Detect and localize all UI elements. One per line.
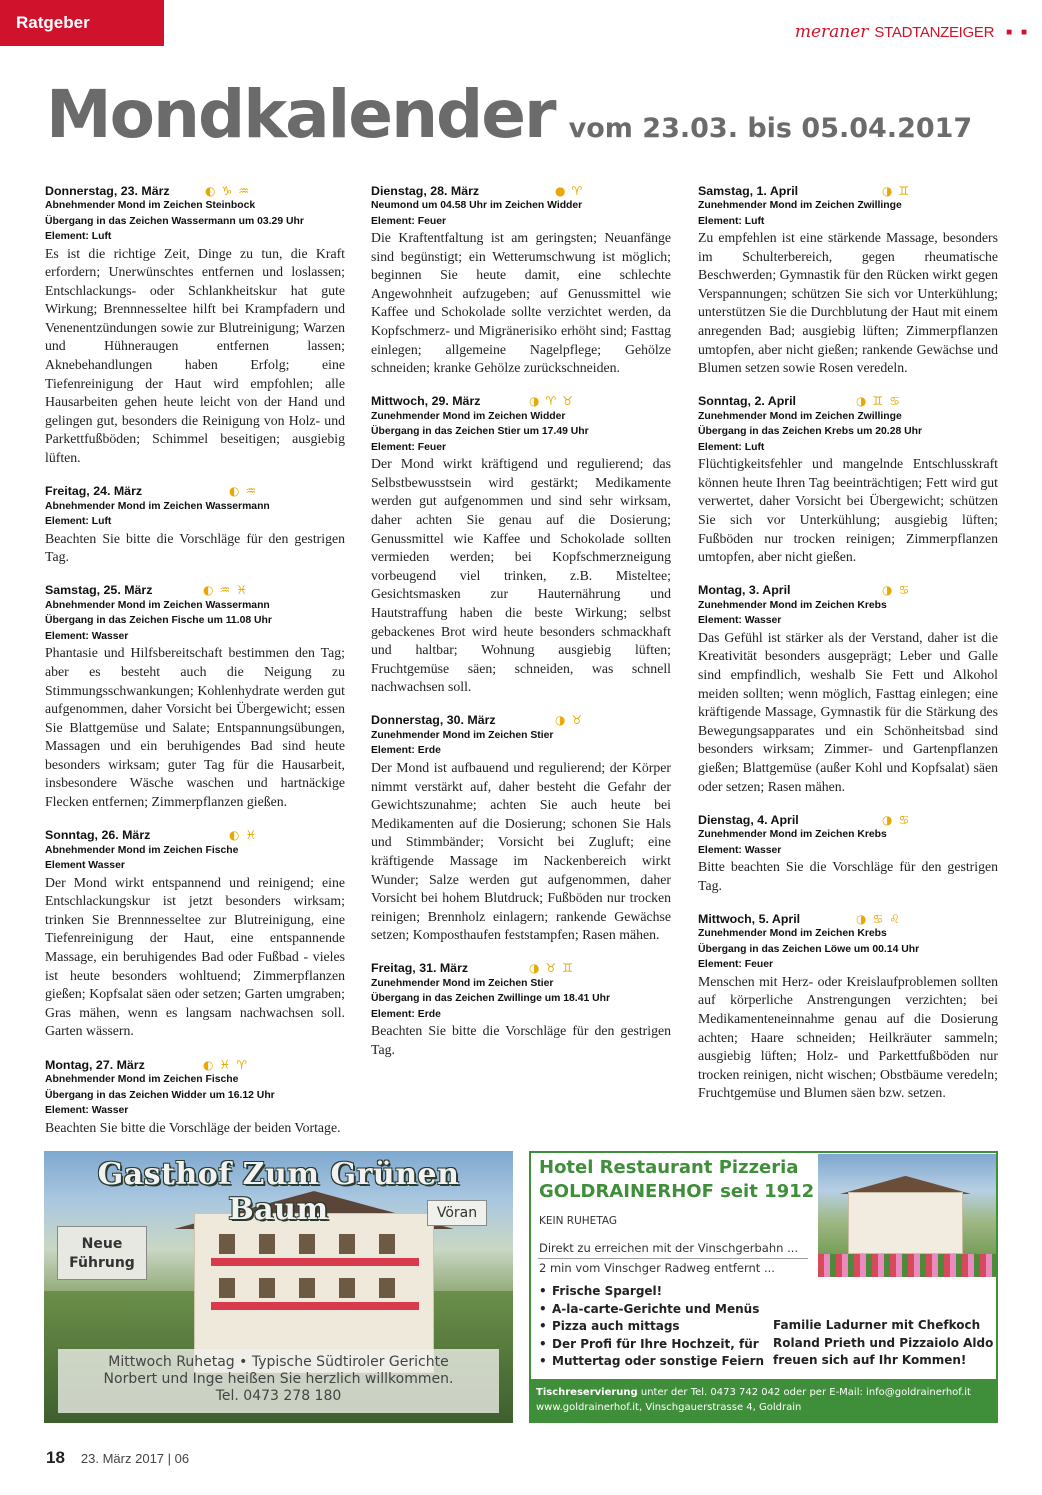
list-item: • Frische Spargel! [539, 1283, 764, 1301]
ad-hotel-family [773, 1317, 993, 1370]
list-item: • Muttertag oder sonstige Feiern [539, 1353, 764, 1371]
day-title: Sonntag, 2. April [698, 394, 796, 409]
day-entry [45, 484, 345, 567]
title-main: Mondkalender [46, 76, 555, 153]
moon-zodiac-icons [882, 584, 909, 596]
moon-info-line: Abnehmender Mond im Zeichen Fische [45, 844, 239, 856]
moon-info-line: Zunehmender Mond im Zeichen Zwillinge [698, 410, 902, 422]
brand-dots: ■ ■ [1006, 26, 1030, 38]
family-line-2: Roland Prieth und Pizzaiolo Aldo [773, 1335, 994, 1350]
title-range: vom 23.03. bis 05.04.2017 [568, 113, 973, 144]
moon-zodiac-icons [203, 1059, 247, 1071]
moon-info-line: Element: Luft [698, 441, 765, 453]
day-entry [698, 911, 998, 1103]
moon-info-line: Element: Feuer [371, 441, 447, 453]
moon-zodiac-icons [856, 913, 900, 925]
list-item: • Pizza auch mittags [539, 1318, 764, 1336]
ad-gasthof-info [58, 1349, 499, 1413]
brand-name: meraner [794, 22, 869, 42]
ad-gasthof-title: Gasthof Zum Grünen Baum [97, 1157, 460, 1227]
taurus-icon: ♉ [562, 394, 574, 409]
family-line-1: Familie Ladurner mit Chefkoch [773, 1318, 981, 1332]
ad-gasthof [44, 1151, 513, 1423]
list-item: • Der Profi für Ihre Hochzeit, für [539, 1336, 764, 1354]
moon-info-line: Übergang in das Zeichen Fische um 11.08 Uhr [45, 615, 272, 627]
moon-zodiac-icons [882, 185, 909, 197]
day-advice: Zu empfehlen ist eine stärkende Massage, besonders im Schulterbereich, gegen rheumatische Beschwerden; Gymnastik für den Rücken wirkt gegen Verspannungen; schützen Sie sich vor Unterkühlung; unterstützen Sie die Durchblutung der Haut mit einem anregenden Bad; ausgiebig lüften; Zimmerpflanzen umtopfen, aber nicht gießen; rankende Gewächse und Blumen setzen sowie Rosen veredeln. [698, 230, 998, 376]
cancer-icon: ♋ [898, 583, 910, 598]
gemini-icon: ♊ [562, 961, 574, 976]
new-moon-icon: ● [555, 183, 566, 198]
moon-info-line: Zunehmender Mond im Zeichen Zwillinge [698, 200, 902, 211]
badge-line-2: Führung [69, 1255, 135, 1271]
aries-icon: ♈ [236, 1057, 248, 1072]
ad-hotel-list [539, 1283, 764, 1371]
day-title: Montag, 27. März [45, 1057, 145, 1072]
moon-info-line: Element: Luft [698, 215, 765, 227]
moon-info-line: Neumond um 04.58 Uhr im Zeichen Widder [371, 200, 583, 211]
day-advice: Der Mond wirkt entspannend und reinigend; eine Entschlackungskur ist jetzt besonders wirksam; trinken Sie Brennnesseltee zur Blutreinigung, eine Tiefenreinigung der Haut, eine entspannende Massage, ein beruhigendes Bad oder Fußbad - vieles ist heute besonders wohltuend; Zimmerpflanzen gießen; Kopfsalat säen oder setzen; Garten umgraben; Gras mähen, wenn es langsam nachwachsen soll. Garten wässern. [45, 874, 345, 1039]
gemini-icon: ♊ [872, 394, 884, 409]
ad-hotel-contact-bar [531, 1379, 996, 1421]
waning-moon-icon: ◐ [229, 828, 240, 843]
day-entry [698, 583, 998, 796]
day-title: Mittwoch, 5. April [698, 911, 801, 926]
day-entry [698, 812, 998, 895]
ad-hotel-direct-1: Direkt zu erreichen mit der Vinschgerbahn ... [539, 1241, 799, 1255]
moon-info-line: Übergang in das Zeichen Krebs um 20.28 Uhr [698, 426, 923, 438]
gemini-icon: ♊ [898, 183, 910, 198]
moon-info-line: Element: Wasser [698, 615, 782, 627]
day-entry [45, 1057, 345, 1137]
waning-moon-icon: ◐ [229, 484, 240, 499]
aries-icon: ♈ [571, 183, 583, 198]
moon-info-line: Element: Feuer [371, 215, 447, 227]
day-header [371, 183, 671, 198]
day-advice: Der Mond wirkt kräftigend und regulierend; das Selbstbewusstsein wird gestärkt; Medikamente werden gut aufgenommen und sind sehr wirksam, daher achten Sie genau auf die Dosierung; Genussmittel wie Kaffee und Schokolade sollten vermieden werden; bei Kopfschmerzneigung vorbeugend viel trinken, z.B. Misteltee; Gesichtsmasken zur Hauternährung und Hautstraffung haben die beste Wirkung; selbst gebackenes Brot wird heute besonders schmackhaft und haltbar; Wohnung ausgiebig lüften; Fruchtgemüse säen; schneiden, was schnell nachwachsen soll. [371, 456, 671, 695]
waning-moon-icon: ◐ [203, 583, 214, 598]
day-advice: Die Kraftentfaltung ist am geringsten; Neuanfänge sind begünstigt; ein Wetterumschwung ist möglich; beginnen Sie heute damit, eine schlechte Angewohnheit aufzugeben; auf Genussmittel wie Kaffee und Schokolade sollte verzichtet werden, da Kopfschmerz- und Migränerisiko erhöht sind; Fasttag einlegen; allgemeine Nagelpflege; Gehölze schneiden; kranke Gehölze zurückschneiden. [371, 230, 671, 376]
day-header [698, 812, 998, 827]
day-header [371, 713, 671, 728]
moon-zodiac-icons [229, 829, 256, 841]
ad-hotel-photo [818, 1154, 996, 1277]
moon-zodiac-icons [229, 485, 256, 497]
day-title: Dienstag, 4. April [698, 812, 799, 827]
aquarius-icon: ♒ [219, 583, 231, 598]
moon-zodiac-icons [529, 962, 573, 974]
reservation-text: unter der Tel. 0473 742 042 oder per E-Mail: info@goldrainerhof.it [637, 1387, 971, 1398]
pisces-icon: ♓ [245, 828, 257, 843]
day-entry [45, 183, 345, 468]
waning-moon-icon: ◐ [203, 1057, 214, 1072]
moon-zodiac-icons [203, 584, 247, 596]
moon-info-line: Element: Erde [371, 1008, 441, 1020]
taurus-icon: ♉ [545, 961, 557, 976]
day-advice: Beachten Sie bitte die Vorschläge für den gestrigen Tag. [371, 1023, 671, 1057]
moon-info-line: Übergang in das Zeichen Wassermann um 03.29 Uhr [45, 215, 304, 227]
brand-subtitle: STADTANZEIGER [874, 23, 995, 41]
aries-icon: ♈ [545, 394, 557, 409]
moon-info-line: Element: Feuer [698, 959, 774, 971]
moon-info-line: Zunehmender Mond im Zeichen Krebs [698, 829, 887, 841]
waxing-moon-icon: ◑ [856, 911, 867, 926]
waxing-moon-icon: ◑ [882, 183, 893, 198]
day-title: Montag, 3. April [698, 583, 791, 598]
day-advice: Es ist die richtige Zeit, Dinge zu tun, die Kraft erfordern; Unerwünschtes entfernen und loslassen; Entschlackungs- oder Schlankheitskur hat gute Wirkung; Brennnesseltee hilft bei Krampfadern und Venenentzündungen sowie zur Blutreinigung; Warzen und Hühneraugen entfernen lassen; Aknebehandlungen haben Erfolg; eine Tiefenreinigung der Haut wird empfohlen; alle Hausarbeiten gehen heute leicht von der Hand und gelingen gut, besonders die Reinigung von Holz- und Parkettfußböden; Schimmel beseitigen; ausgiebig lüften. [45, 245, 345, 466]
cancer-icon: ♋ [889, 394, 901, 409]
day-advice: Bitte beachten Sie die Vorschläge für den gestrigen Tag. [698, 859, 998, 893]
moon-info-line: Element: Wasser [45, 630, 129, 642]
capricorn-icon: ♑ [221, 183, 233, 198]
info-line-1: Mittwoch Ruhetag • Typische Südtiroler Gerichte [108, 1354, 449, 1370]
moon-info-line: Element: Erde [371, 745, 441, 757]
ad-hotel [529, 1151, 998, 1423]
day-advice: Phantasie und Hilfsbereitschaft bestimmen den Tag; aber es besteht auch die Neigung zu Stimmungsschwankungen; Kohlenhydrate werden gut aufgenommen, daher Vorsicht bei Übergewicht; essen Sie Blattgemüse und Salate; Entspannungsübungen, Massagen und ein beruhigendes Bad sind heute besonders wirksam; guter Tag für die Hausarbeit, insbesondere Wäsche waschen und hartnäckige Flecken entfernen; Zimmerpflanzen gießen. [45, 645, 345, 810]
ad-hotel-title-1: Hotel Restaurant Pizzeria [539, 1157, 799, 1178]
day-title: Dienstag, 28. März [371, 183, 480, 198]
moon-info-line: Zunehmender Mond im Zeichen Widder [371, 410, 566, 422]
day-title: Freitag, 31. März [371, 961, 469, 976]
taurus-icon: ♉ [571, 713, 583, 728]
cancer-icon: ♋ [872, 911, 884, 926]
waxing-moon-icon: ◑ [555, 713, 566, 728]
ad-hotel-title-2: GOLDRAINERHOF seit 1912 [539, 1181, 815, 1202]
badge-line-1: Neue [81, 1236, 123, 1252]
info-phone: Tel. 0473 278 180 [215, 1388, 342, 1404]
moon-info-line: Abnehmender Mond im Zeichen Fische [45, 1074, 239, 1085]
moon-info-line: Abnehmender Mond im Zeichen Wassermann [45, 500, 270, 512]
hotel-address: www.goldrainerhof.it, Vinschgauerstrasse 4, Goldrain [536, 1402, 802, 1413]
day-header [45, 583, 345, 598]
family-line-3: freuen sich auf Ihr Kommen! [773, 1353, 967, 1367]
day-advice: Beachten Sie bitte die Vorschläge für den gestrigen Tag. [45, 530, 345, 565]
day-entry [371, 183, 671, 378]
day-title: Donnerstag, 30. März [371, 713, 496, 728]
column-3 [698, 183, 998, 1119]
pisces-icon: ♓ [219, 1057, 231, 1072]
day-header [698, 183, 998, 198]
reservation-label: Tischreservierung [536, 1387, 638, 1398]
page-footer [46, 1448, 189, 1468]
aquarius-icon: ♒ [245, 484, 257, 499]
leo-icon: ♌ [889, 911, 901, 926]
moon-info-line: Zunehmender Mond im Zeichen Krebs [698, 928, 887, 940]
masthead [795, 22, 1030, 42]
moon-zodiac-icons [205, 185, 249, 197]
page-title [46, 76, 972, 153]
day-header [45, 183, 345, 198]
day-entry [371, 394, 671, 697]
column-2 [371, 183, 671, 1076]
day-entry [698, 183, 998, 378]
day-entry [371, 961, 671, 1060]
day-title: Mittwoch, 29. März [371, 394, 481, 409]
moon-info-line: Abnehmender Mond im Zeichen Steinbock [45, 200, 256, 211]
moon-info-line: Übergang in das Zeichen Zwillinge um 18.41 Uhr [371, 993, 611, 1005]
moon-info-line: Übergang in das Zeichen Stier um 17.49 Uhr [371, 426, 589, 438]
moon-zodiac-icons [882, 814, 909, 826]
moon-info-line: Element: Wasser [45, 1105, 129, 1116]
day-header [371, 394, 671, 409]
issue-date: 23. März 2017 | 06 [80, 1451, 190, 1466]
page-number: 18 [46, 1448, 65, 1467]
waxing-moon-icon: ◑ [529, 961, 540, 976]
cancer-icon: ♋ [898, 812, 910, 827]
day-title: Freitag, 24. März [45, 484, 143, 499]
moon-info-line: Element: Luft [45, 516, 112, 528]
day-advice: Der Mond ist aufbauend und regulierend; der Körper nimmt verstärkt auf, daher besteht die Gefahr der Gewichtszunahme; achten Sie auch heute bei Medikamenten auf die Dosierung; schonen Sie Hals und Stimmbänder; Vorsicht bei Zugluft; eine kräftigende Massage im Nackenbereich wirkt Wunder; Salze werden gut aufgenommen, daher Vorsicht bei hohem Blutdruck; Fußböden nur trocken reinigen; Brennholz einlagern; rankende Gewächse setzen; Komposthaufen feststampfen; Rasen mähen. [371, 759, 671, 943]
moon-info-line: Zunehmender Mond im Zeichen Krebs [698, 599, 887, 611]
day-advice: Flüchtigkeitsfehler und mangelnde Entschlusskraft können heute Ihren Tag beeinträchtigen; Fett wird gut verwertet, daher Vorsicht bei Übergewicht; schützen Sie sich vor Unterkühlung; ausgiebig lüften; Fußböden nur trocken reinigen; Zimmerpflanzen umtopfen, aber nicht gießen. [698, 456, 998, 565]
day-title: Samstag, 25. März [45, 583, 153, 598]
moon-zodiac-icons [529, 395, 573, 407]
day-header [698, 394, 998, 409]
day-advice: Beachten Sie bitte die Vorschläge der beiden Vortage. [45, 1119, 341, 1135]
moon-info-line: Abnehmender Mond im Zeichen Wassermann [45, 599, 270, 611]
day-entry [371, 713, 671, 945]
waxing-moon-icon: ◑ [882, 812, 893, 827]
day-header [45, 484, 345, 499]
moon-info-line: Übergang in das Zeichen Löwe um 00.14 Uhr [698, 943, 920, 955]
moon-info-line: Element: Luft [45, 231, 112, 242]
ad-gasthof-place: Vöran [427, 1200, 487, 1226]
list-item: • A-la-carte-Gerichte und Menüs [539, 1301, 764, 1319]
ad-hotel-title [539, 1156, 814, 1204]
day-title: Samstag, 1. April [698, 183, 799, 198]
waning-moon-icon: ◐ [205, 183, 216, 198]
section-tab [0, 0, 164, 46]
ad-hotel-direct-2: 2 min vom Vinschger Radweg entfernt ... [539, 1261, 775, 1275]
day-entry [45, 583, 345, 812]
day-header [698, 911, 998, 926]
moon-zodiac-icons [555, 714, 582, 726]
waxing-moon-icon: ◑ [882, 583, 893, 598]
ad-hotel-no-rest-day: KEIN RUHETAG [539, 1215, 618, 1227]
ad-gasthof-badge [57, 1226, 147, 1280]
moon-info-line: Element: Wasser [698, 844, 782, 856]
moon-zodiac-icons [856, 395, 900, 407]
day-entry [698, 394, 998, 567]
column-1 [45, 183, 345, 1153]
day-title: Sonntag, 26. März [45, 828, 151, 843]
day-advice: Menschen mit Herz- oder Kreislaufproblemen sollten auf körperliche Anstrengungen verzichten; bei Medikamenteneinnahme genau auf die Dosierung achten; Haare schneiden; Heilkräuter sammeln; ausgiebig lüften; Holz- und Parkettfußböden nur trocken reinigen, nicht wischen; Obstbäume veredeln; Fruchtgemüse und Blumen säen bzw. setzen. [698, 973, 998, 1101]
moon-zodiac-icons [555, 185, 582, 197]
moon-info-line: Übergang in das Zeichen Widder um 16.12 Uhr [45, 1089, 275, 1101]
day-entry [45, 828, 345, 1041]
moon-info-line: Element Wasser [45, 860, 125, 872]
waxing-moon-icon: ◑ [856, 394, 867, 409]
day-header [45, 828, 345, 843]
day-header [698, 583, 998, 598]
ad-hotel-divider [538, 1258, 808, 1259]
moon-info-line: Zunehmender Mond im Zeichen Stier [371, 977, 554, 989]
waxing-moon-icon: ◑ [529, 394, 540, 409]
day-title: Donnerstag, 23. März [45, 183, 170, 198]
day-header [371, 961, 671, 976]
day-advice: Das Gefühl ist stärker als der Verstand, daher ist die Kreativität besonders ausgeprägt; Leber und Galle sind empfindlich, weshalb Sie Fett und Alkohol meiden sollten; wenn möglich, Fasttag einlegen; eine kräftigende Massage, Gymnastik für die Stärkung des Bewegungsapparates und ein Schönheitsbad sind besonders wirksam; Zimmer- und Gartenpflanzen gießen; Blattgemüse (außer Kohl und Kopfsalat) säen oder setzen; Rasen mähen. [698, 629, 998, 794]
pisces-icon: ♓ [236, 583, 248, 598]
aquarius-icon: ♒ [238, 183, 250, 198]
section-label: Ratgeber [16, 13, 90, 32]
info-line-2: Norbert und Inge heißen Sie herzlich willkommen. [103, 1371, 454, 1387]
day-header [45, 1057, 345, 1072]
moon-info-line: Zunehmender Mond im Zeichen Stier [371, 729, 554, 741]
